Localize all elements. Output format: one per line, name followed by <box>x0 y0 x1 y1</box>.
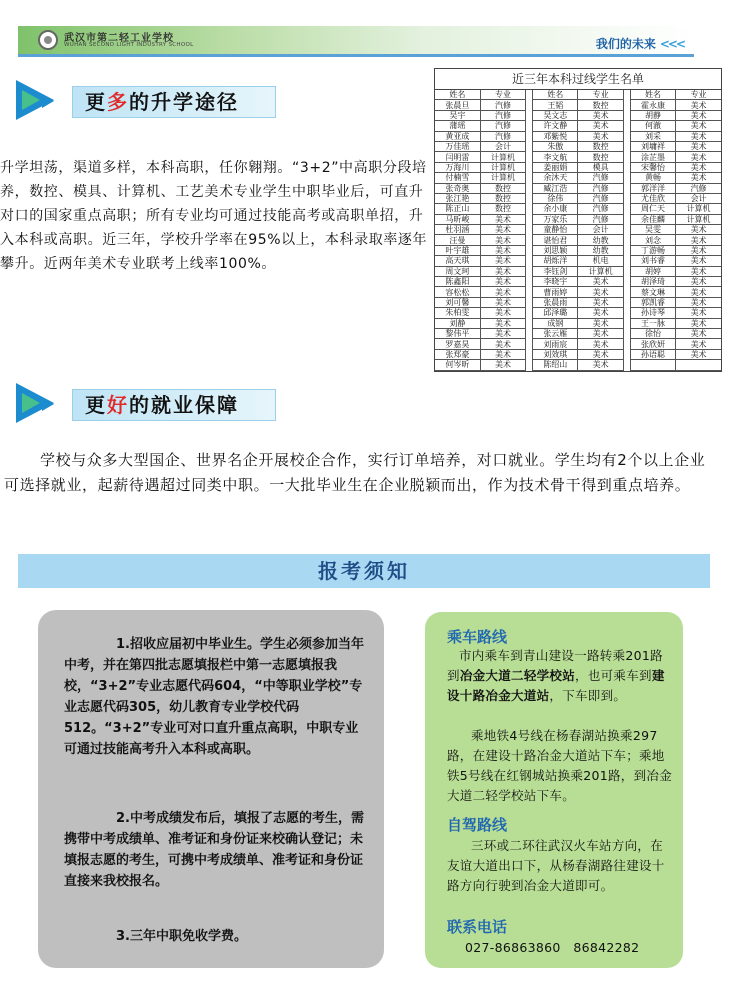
bus-route-title: 乘车路线 <box>447 628 508 646</box>
table-cell: 美术 <box>676 308 721 318</box>
graduates-grid <box>435 90 721 371</box>
table-row <box>435 141 721 151</box>
table-gap <box>623 328 630 338</box>
table-cell: 汪曼 <box>435 235 480 245</box>
table-cell: 陈鑫阳 <box>435 277 480 287</box>
table-cell: 美术 <box>676 245 721 255</box>
table-cell: 姜丽娟 <box>533 162 578 172</box>
bus-p1-a: 市内乘车到青山建设一路转乘201路到 <box>447 648 663 683</box>
table-cell: 徐伟 <box>533 193 578 203</box>
drive-route-p: 三环或二环往武汉火车站方向，在友谊大道出口下，从杨春湖路往建设十路方向行驶到冶金大道即可。 <box>447 838 665 893</box>
study-paragraph <box>0 156 428 276</box>
table-row <box>435 328 721 338</box>
table-gap <box>623 235 630 245</box>
table-cell: 美术 <box>676 266 721 276</box>
table-cell: 朱傲 <box>533 141 578 151</box>
table-cell: 美术 <box>480 297 525 307</box>
table-row <box>435 349 721 359</box>
table-cell: 美术 <box>676 235 721 245</box>
table-gap <box>623 277 630 287</box>
table-cell: 美术 <box>676 277 721 287</box>
table-header-cell: 专业 <box>676 90 721 100</box>
table-cell: 美术 <box>578 297 623 307</box>
table-cell: 张江艳 <box>435 193 480 203</box>
table-cell: 邓紫悦 <box>533 131 578 141</box>
bus-p1-c: ，也可乘车到 <box>575 668 652 683</box>
table-cell: 吴文志 <box>533 110 578 120</box>
section-title-label <box>72 389 276 421</box>
table-cell: 美术 <box>480 308 525 318</box>
table-cell: 刘效琪 <box>533 349 578 359</box>
table-gap <box>526 297 533 307</box>
table-cell: 李文航 <box>533 152 578 162</box>
title-highlight: 好 <box>107 393 129 417</box>
table-cell: 计算机 <box>578 266 623 276</box>
table-gap <box>526 90 533 100</box>
table-cell: 幼教 <box>578 245 623 255</box>
table-gap <box>623 245 630 255</box>
table-header-row <box>435 90 721 100</box>
table-cell: 美术 <box>578 318 623 328</box>
table-cell: 会计 <box>676 193 721 203</box>
table-cell: 美术 <box>676 141 721 151</box>
table-cell: 万海川 <box>435 162 480 172</box>
table-gap <box>526 204 533 214</box>
table-cell: 计算机 <box>676 204 721 214</box>
table-row <box>435 152 721 162</box>
table-cell: 李晓宇 <box>533 277 578 287</box>
table-cell: 美术 <box>480 277 525 287</box>
graduates-table <box>434 68 722 372</box>
table-cell: 刘书睿 <box>630 256 675 266</box>
table-cell: 汽修 <box>480 121 525 131</box>
table-cell: 蔡文琳 <box>630 287 675 297</box>
table-gap <box>526 193 533 203</box>
table-gap <box>623 360 630 370</box>
table-gap <box>623 121 630 131</box>
job-paragraph-text: 学校与众多大型国企、世界名企开展校企合作，实行订单培养，对口就业。学生均有2个以上企业可选择就业，起薪待遇超过同类中职。一大批毕业生在企业脱颖而出，作为技术骨干得到重点培养。 <box>4 451 706 494</box>
table-gap <box>526 266 533 276</box>
table-cell: 计算机 <box>480 173 525 183</box>
table-gap <box>526 349 533 359</box>
table-cell: 计算机 <box>676 214 721 224</box>
table-cell: 朱柏雯 <box>435 308 480 318</box>
table-gap <box>623 318 630 328</box>
table-cell: 美术 <box>676 287 721 297</box>
notice-item-3: 3.三年中职免收学费。 <box>116 929 247 944</box>
table-cell: 美术 <box>480 360 525 370</box>
table-gap <box>623 183 630 193</box>
table-cell: 胡静 <box>630 110 675 120</box>
table-row <box>435 214 721 224</box>
table-cell: 美术 <box>578 121 623 131</box>
table-cell: 蒲瑶 <box>435 121 480 131</box>
table-gap <box>623 110 630 120</box>
table-cell: 何岑昕 <box>435 360 480 370</box>
notice-banner <box>18 554 710 588</box>
table-cell: 臧江浩 <box>533 183 578 193</box>
table-cell: 万佳瑶 <box>435 141 480 151</box>
table-cell: 汽修 <box>578 193 623 203</box>
notice-item-2: 2.中考成绩发布后，填报了志愿的考生，需携带中考成绩单、准考证和身份证来校确认登记；未填报志愿的考生，可携中考成绩单、准考证和身份证直接来我校报名。 <box>64 811 364 889</box>
table-cell: 周仁天 <box>630 204 675 214</box>
table-gap <box>526 328 533 338</box>
table-gap <box>526 360 533 370</box>
table-cell: 高天琪 <box>435 256 480 266</box>
table-cell: 汽修 <box>578 214 623 224</box>
table-cell: 曹雨婷 <box>533 287 578 297</box>
table-cell: 美术 <box>676 349 721 359</box>
table-cell: 孙诗琴 <box>630 308 675 318</box>
table-gap <box>526 110 533 120</box>
table-cell: 美术 <box>676 256 721 266</box>
school-name-cn: 武汉市第二轻工业学校 <box>64 33 174 44</box>
table-cell: 美术 <box>578 277 623 287</box>
bus-route-p2: 乘地铁4号线在杨春湖站换乘297路，在建设十路冶金大道站下车；乘地铁5号线在红钢城站换乘201路，到冶金大道二轻学校站下车。 <box>447 728 673 803</box>
header-slogan <box>596 35 684 52</box>
table-row <box>435 256 721 266</box>
table-cell: 陈正山 <box>435 204 480 214</box>
table-cell: 会计 <box>480 141 525 151</box>
table-gap <box>623 349 630 359</box>
table-cell: 胡烁洋 <box>533 256 578 266</box>
phone-title: 联系电话 <box>447 918 508 936</box>
table-gap <box>526 121 533 131</box>
table-gap <box>526 141 533 151</box>
table-row <box>435 204 721 214</box>
table-row <box>435 100 721 110</box>
arrow-decor-inner-icon <box>22 90 40 110</box>
table-row <box>435 121 721 131</box>
table-row <box>435 339 721 349</box>
table-cell: 美术 <box>480 214 525 224</box>
table-cell: 周文珂 <box>435 266 480 276</box>
table-cell: 数控 <box>480 193 525 203</box>
table-cell: 刘采 <box>630 131 675 141</box>
table-cell: 美术 <box>676 328 721 338</box>
table-cell: 美术 <box>480 287 525 297</box>
table-gap <box>526 318 533 328</box>
page-header <box>18 26 694 57</box>
table-cell: 美术 <box>676 162 721 172</box>
table-cell: 黎伟平 <box>435 328 480 338</box>
table-gap <box>623 256 630 266</box>
table-cell: 李钰剑 <box>533 266 578 276</box>
arrow-decor-small-icon <box>42 397 54 411</box>
table-cell <box>676 360 721 370</box>
table-cell: 闫明雷 <box>435 152 480 162</box>
table-cell: 余佳麟 <box>630 214 675 224</box>
bus-route-p1 <box>447 646 673 706</box>
table-gap <box>526 100 533 110</box>
section-title-label <box>72 86 276 118</box>
table-gap <box>623 173 630 183</box>
table-cell: 美术 <box>578 287 623 297</box>
arrow-decor-small-icon <box>42 94 54 108</box>
table-cell: 万家乐 <box>533 214 578 224</box>
table-row <box>435 266 721 276</box>
table-cell: 美术 <box>480 349 525 359</box>
table-gap <box>526 173 533 183</box>
table-row <box>435 225 721 235</box>
table-cell: 刘念 <box>630 235 675 245</box>
table-cell: 汽修 <box>480 100 525 110</box>
table-row <box>435 131 721 141</box>
table-gap <box>623 225 630 235</box>
table-cell: 黄亚成 <box>435 131 480 141</box>
table-row <box>435 297 721 307</box>
table-cell: 美术 <box>480 266 525 276</box>
table-cell: 徐怡 <box>630 328 675 338</box>
table-row <box>435 245 721 255</box>
table-cell: 数控 <box>480 204 525 214</box>
table-cell: 汽修 <box>578 173 623 183</box>
table-cell: 汽修 <box>480 110 525 120</box>
phone-number: 027-86863860 86842282 <box>465 940 640 955</box>
table-row <box>435 235 721 245</box>
table-gap <box>623 90 630 100</box>
table-cell: 叶宇雄 <box>435 245 480 255</box>
table-gap <box>623 152 630 162</box>
table-gap <box>623 141 630 151</box>
table-gap <box>526 214 533 224</box>
bus-p1-d: 建设十路冶金大道站 <box>447 668 665 703</box>
table-row <box>435 318 721 328</box>
table-gap <box>623 339 630 349</box>
table-cell: 美术 <box>578 339 623 349</box>
table-cell: 模具 <box>578 162 623 172</box>
table-cell: 郭凯睿 <box>630 297 675 307</box>
table-cell: 罗嘉昊 <box>435 339 480 349</box>
table-cell: 胡泽琦 <box>630 277 675 287</box>
table-cell: 汽修 <box>480 131 525 141</box>
table-cell: 美术 <box>676 100 721 110</box>
table-row <box>435 360 721 370</box>
table-cell: 谌怡君 <box>533 235 578 245</box>
notice-banner-title: 报考须知 <box>318 559 410 583</box>
table-row <box>435 173 721 183</box>
table-cell: 许文静 <box>533 121 578 131</box>
table-cell: 张晨雨 <box>533 297 578 307</box>
table-cell: 孙语聪 <box>630 349 675 359</box>
table-row <box>435 308 721 318</box>
slogan-text: 我们的未来 <box>595 37 656 51</box>
table-cell <box>630 360 675 370</box>
table-cell: 刘思颖 <box>533 245 578 255</box>
table-cell: 尤佳欣 <box>630 193 675 203</box>
notice-box <box>38 610 384 968</box>
school-name-en: WUHAN SECOND LIGHT INDUSTRY SCHOOL <box>64 42 194 48</box>
table-row <box>435 193 721 203</box>
table-gap <box>526 245 533 255</box>
table-gap <box>623 162 630 172</box>
table-cell: 童静怡 <box>533 225 578 235</box>
table-cell: 美术 <box>676 339 721 349</box>
table-gap <box>526 287 533 297</box>
table-cell: 陈绍山 <box>533 360 578 370</box>
table-cell: 张郑豪 <box>435 349 480 359</box>
table-gap <box>623 193 630 203</box>
table-cell: 霍永康 <box>630 100 675 110</box>
table-cell: 计算机 <box>480 162 525 172</box>
table-cell: 美术 <box>676 318 721 328</box>
table-cell: 邱泽璐 <box>533 308 578 318</box>
table-cell: 汽修 <box>578 183 623 193</box>
table-cell: 幼教 <box>578 235 623 245</box>
table-cell: 数控 <box>578 141 623 151</box>
table-row <box>435 110 721 120</box>
table-cell: 刘雨宸 <box>533 339 578 349</box>
table-cell: 美术 <box>578 360 623 370</box>
table-gap <box>623 308 630 318</box>
drive-route-title: 自驾路线 <box>447 816 508 834</box>
table-cell: 美术 <box>578 110 623 120</box>
table-row <box>435 183 721 193</box>
table-gap <box>623 266 630 276</box>
table-header-cell: 姓名 <box>435 90 480 100</box>
table-cell: 美术 <box>480 339 525 349</box>
table-cell: 成钢 <box>533 318 578 328</box>
table-cell: 机电 <box>578 256 623 266</box>
table-cell: 张奇奥 <box>435 183 480 193</box>
title-highlight: 多 <box>107 90 129 114</box>
table-cell: 张欣妍 <box>630 339 675 349</box>
notice-item-1: 1.招收应届初中毕业生。学生必须参加当年中考，并在第四批志愿填报栏中第一志愿填报我校，“3+2”专业志愿代码604，“中等职业学校”专业志愿代码305，幼儿教育专业学校代码512。“3+2”专业可对口直升重点高职，中职专业可通过技能高考升入本科或高职。 <box>64 637 364 757</box>
table-cell: 马昕峻 <box>435 214 480 224</box>
table-cell: 付楠雪 <box>435 173 480 183</box>
table-gap <box>526 162 533 172</box>
table-cell: 美术 <box>480 328 525 338</box>
table-cell: 美术 <box>578 308 623 318</box>
table-cell: 吴宇 <box>435 110 480 120</box>
table-row <box>435 287 721 297</box>
table-cell: 会计 <box>578 225 623 235</box>
table-gap <box>623 131 630 141</box>
table-title: 近三年本科过线学生名单 <box>435 69 721 90</box>
title-suffix: 的就业保障 <box>129 393 239 417</box>
table-cell: 容松松 <box>435 287 480 297</box>
table-cell: 美术 <box>480 235 525 245</box>
table-cell: 美术 <box>480 318 525 328</box>
table-cell: 美术 <box>578 131 623 141</box>
table-cell: 宋馨怡 <box>630 162 675 172</box>
table-cell: 王韬 <box>533 100 578 110</box>
table-cell: 余沐天 <box>533 173 578 183</box>
table-row <box>435 162 721 172</box>
table-cell: 美术 <box>676 121 721 131</box>
bus-p1-e: ，下车即到。 <box>549 688 627 703</box>
table-cell: 刘可馨 <box>435 297 480 307</box>
table-cell: 数控 <box>578 152 623 162</box>
table-cell: 张云雁 <box>533 328 578 338</box>
table-cell: 王一脉 <box>630 318 675 328</box>
table-gap <box>526 256 533 266</box>
table-gap <box>623 214 630 224</box>
table-cell: 丁游畅 <box>630 245 675 255</box>
table-cell: 美术 <box>676 131 721 141</box>
table-gap <box>623 100 630 110</box>
triple-chevron-icon: <<< <box>659 37 684 51</box>
table-cell: 计算机 <box>480 152 525 162</box>
table-row <box>435 277 721 287</box>
table-header-cell: 专业 <box>480 90 525 100</box>
table-cell: 刘墉祥 <box>630 141 675 151</box>
table-header-cell: 姓名 <box>533 90 578 100</box>
job-paragraph <box>4 448 716 498</box>
table-cell: 数控 <box>480 183 525 193</box>
arrow-decor-inner-icon <box>22 393 40 413</box>
table-cell: 胡婷 <box>630 266 675 276</box>
table-cell: 美术 <box>578 328 623 338</box>
table-gap <box>526 225 533 235</box>
table-gap <box>526 308 533 318</box>
table-cell: 吴雯 <box>630 225 675 235</box>
table-cell: 汽修 <box>676 183 721 193</box>
table-header-cell: 专业 <box>578 90 623 100</box>
table-cell: 美术 <box>676 173 721 183</box>
table-cell: 美术 <box>578 349 623 359</box>
table-gap <box>526 131 533 141</box>
table-cell: 杜羽涵 <box>435 225 480 235</box>
table-cell: 美术 <box>480 245 525 255</box>
table-cell: 何澈 <box>630 121 675 131</box>
table-cell: 美术 <box>480 256 525 266</box>
table-cell: 美术 <box>480 225 525 235</box>
table-gap <box>623 297 630 307</box>
table-cell: 数控 <box>578 100 623 110</box>
table-cell: 美术 <box>676 225 721 235</box>
study-paragraph-text: 升学坦荡，渠道多样，本科高职，任你翱翔。“3+2”中高职分段培养，数控、模具、计算机、工艺美术专业学生中职毕业后，可直升对口的国家重点高职；所有专业均可通过技能高考或高职单招，升入本科或高职。近三年，学校升学率在95%以上，本科录取率逐年攀升。近两年美术专业联考上线率100%。 <box>0 160 428 272</box>
school-logo-icon <box>38 30 58 50</box>
table-cell: 郭洋洋 <box>630 183 675 193</box>
table-gap <box>623 287 630 297</box>
table-cell: 黄畅 <box>630 173 675 183</box>
table-cell: 涂芷墨 <box>630 152 675 162</box>
table-gap <box>526 183 533 193</box>
table-cell: 刘静 <box>435 318 480 328</box>
table-cell: 余小康 <box>533 204 578 214</box>
table-cell: 汽修 <box>578 204 623 214</box>
table-cell: 美术 <box>676 110 721 120</box>
table-cell: 美术 <box>676 152 721 162</box>
title-suffix: 的升学途径 <box>129 90 239 114</box>
title-prefix: 更 <box>85 90 107 114</box>
table-gap <box>526 235 533 245</box>
table-header-cell: 姓名 <box>630 90 675 100</box>
bus-p1-b: 冶金大道二轻学校站 <box>459 668 576 683</box>
table-gap <box>526 277 533 287</box>
table-cell: 张晨旦 <box>435 100 480 110</box>
table-gap <box>526 339 533 349</box>
table-cell: 美术 <box>676 297 721 307</box>
route-box <box>425 612 683 968</box>
table-gap <box>526 152 533 162</box>
title-prefix: 更 <box>85 393 107 417</box>
table-gap <box>623 204 630 214</box>
